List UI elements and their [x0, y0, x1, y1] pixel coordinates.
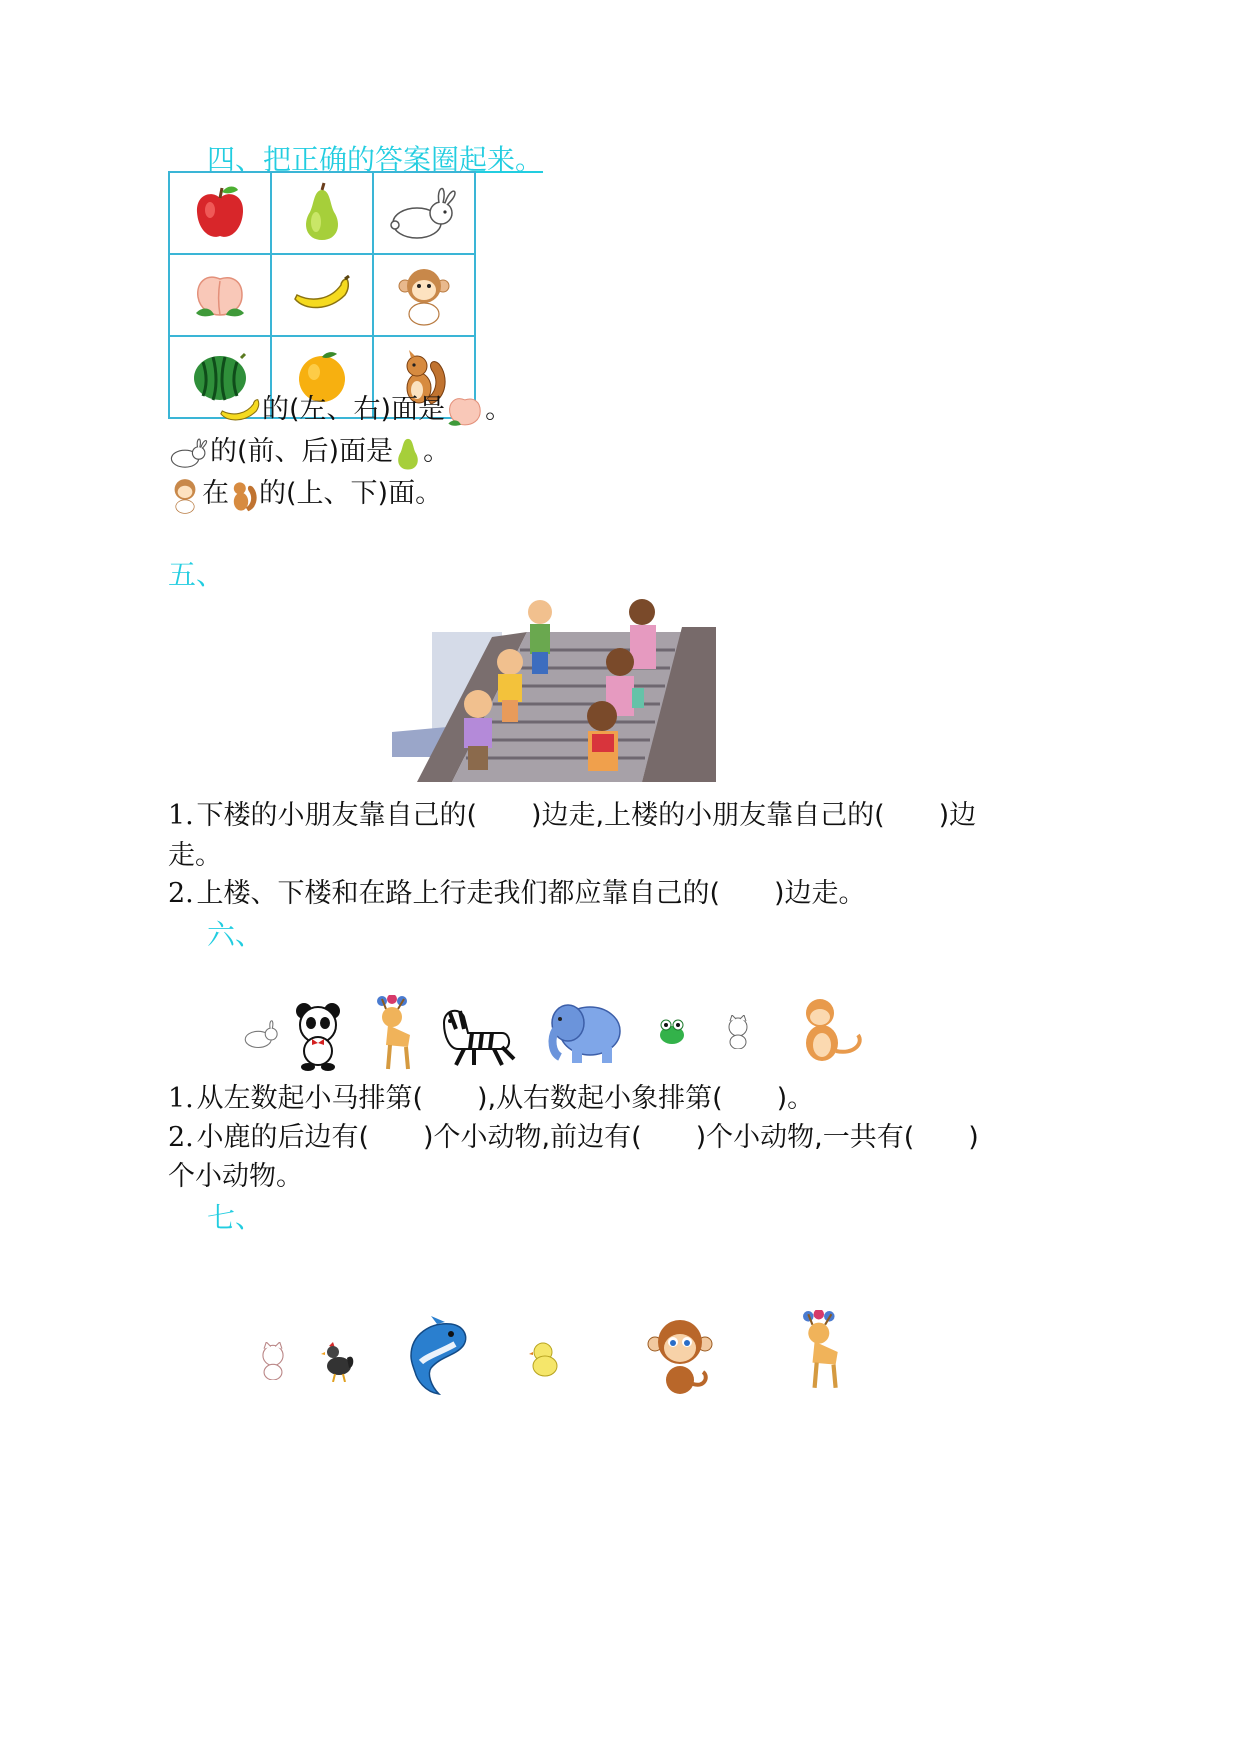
monkey-icon — [168, 476, 202, 514]
pear-icon — [393, 434, 423, 472]
section-5-question-1-cont: 走。 — [168, 840, 222, 871]
section-5-question-1: 1. 下楼的小朋友靠自己的( )边走,上楼的小朋友靠自己的( )边 — [168, 800, 977, 831]
section-6-animal-row — [238, 995, 878, 1075]
section-4-line-3: 在 的(上、下)面。 — [168, 474, 442, 514]
monkey-icon — [794, 995, 866, 1067]
section-6-question-1: 1. 从左数起小马排第( ),从右数起小象排第( )。 — [168, 1083, 815, 1114]
section-4-line-2: 的(前、后)面是 。 — [168, 432, 450, 472]
child-figure — [587, 701, 618, 771]
peach-icon — [192, 269, 248, 321]
grid-cell[interactable] — [373, 254, 475, 336]
deer-icon — [793, 1310, 853, 1392]
apple-icon — [192, 184, 248, 242]
frog-icon — [658, 1019, 686, 1045]
peach-icon — [445, 393, 485, 429]
grid-cell[interactable] — [169, 254, 271, 336]
section-5-question-2: 2. 上楼、下楼和在路上行走我们都应靠自己的( )边走。 — [168, 878, 866, 909]
rooster-icon — [319, 1342, 355, 1382]
rabbit-icon — [168, 436, 210, 470]
pear-icon — [298, 182, 346, 244]
rabbit-icon — [387, 185, 461, 241]
rabbit-icon — [242, 1017, 282, 1051]
section-4-title: 四、把正确的答案圈起来。 — [207, 143, 544, 176]
grid-cell[interactable] — [373, 172, 475, 254]
section-7-title: 七、 — [207, 1201, 264, 1234]
monkey-icon — [647, 1316, 713, 1396]
banana-icon — [218, 396, 262, 426]
section-7-animal-row — [255, 1310, 865, 1400]
section-6-question-2-cont: 个小动物。 — [168, 1161, 303, 1192]
elephant-icon — [546, 999, 622, 1065]
section-6-title: 六、 — [207, 918, 264, 951]
section-6-question-2: 2. 小鹿的后边有( )个小动物,前边有( )个小动物,一共有( ) — [168, 1122, 979, 1153]
stairs-illustration — [392, 592, 717, 790]
grid-cell[interactable] — [271, 254, 373, 336]
child-figure — [464, 690, 492, 770]
squirrel-icon — [229, 476, 259, 514]
section-4-line-1: 的(左、右)面是 。 — [218, 390, 512, 430]
fruit-animal-grid — [168, 171, 476, 419]
cat-icon — [724, 1015, 752, 1049]
dolphin-icon — [401, 1316, 473, 1398]
deer-icon — [368, 995, 424, 1073]
grid-cell[interactable] — [271, 172, 373, 254]
chick-icon — [529, 1340, 559, 1378]
zebra-icon — [438, 1003, 518, 1069]
cat-icon — [257, 1342, 289, 1380]
section-5-title: 五、 — [168, 558, 225, 591]
banana-icon — [291, 275, 353, 315]
panda-icon — [290, 1001, 346, 1071]
grid-cell[interactable] — [169, 172, 271, 254]
monkey-icon — [397, 264, 451, 326]
